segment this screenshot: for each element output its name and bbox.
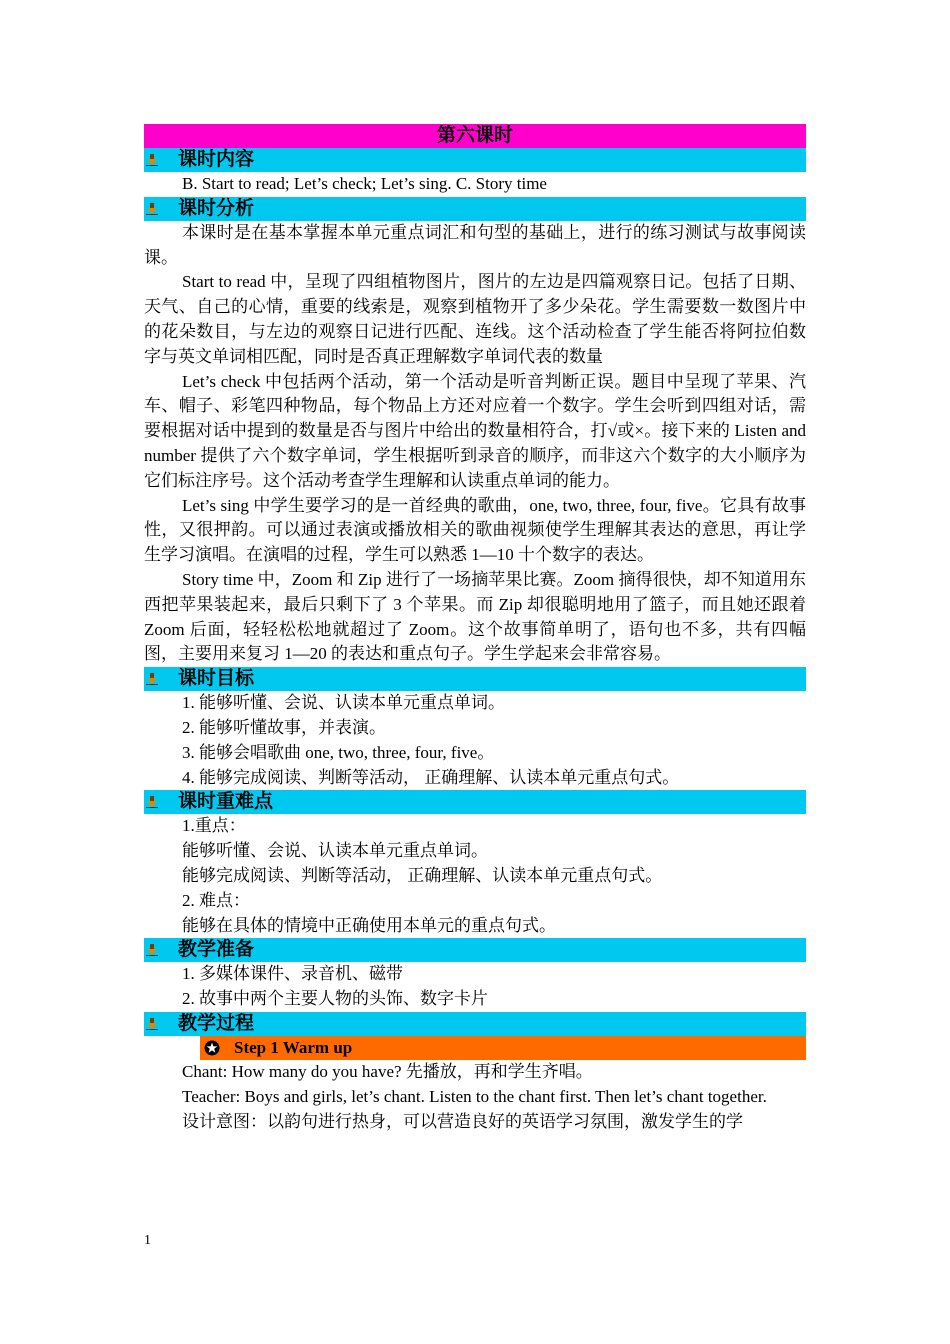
analysis-paragraph: Let’s check 中包括两个活动，第一个活动是听音判断正误。题目中呈现了苹果、汽车、帽子、彩笔四种物品，每个物品上方还对应着一个数字。学生会听到四组对话，需要根据对话中提到的数量是否与图片中给出的数量相符合，打√或×。接下来的 Listen and number 提供了六个数字单词，学生根据听到录音的顺序，而非这六个数字的大小顺序为它们标注序号。这个活动考查学生理解和认读重点单词的能力。 — [144, 371, 806, 490]
key-item: 能够完成阅读、判断等活动， 正确理解、认读本单元重点句式。 — [182, 865, 663, 885]
section-heading: 课时目标 — [178, 668, 255, 690]
step-label: Step 1 Warm up — [234, 1037, 353, 1057]
star-circle-icon — [204, 1040, 220, 1056]
key-label: 1.重点： — [182, 816, 246, 836]
preparation-item: 1. 多媒体课件、录音机、磁带 — [182, 964, 403, 984]
goal-item: 1. 能够听懂、会说、认读本单元重点单词。 — [182, 693, 505, 713]
section-header-analysis — [144, 197, 806, 221]
step-header — [200, 1036, 806, 1060]
preparation-item: 2. 故事中两个主要人物的头饰、数字卡片 — [182, 989, 488, 1009]
process-paragraph: Teacher: Boys and girls, let’s chant. Listen to the chant first. Then let’s chant together. — [182, 1086, 767, 1106]
page-number: 1 — [144, 1233, 151, 1248]
analysis-paragraph: Let’s sing 中学生要学习的是一首经典的歌曲，one, two, three, four, five。它具有故事性，又很押韵。可以通过表演或播放相关的歌曲视频使学生理解其表达的意思，再让学生学习演唱。在演唱的过程，学生可以熟悉 1—10 十个数字的表达。 — [144, 495, 806, 565]
section-header-goals — [144, 667, 806, 691]
hard-label: 2. 难点： — [182, 890, 250, 910]
arrow-down-bullet-icon — [146, 1018, 158, 1030]
section-header-process — [144, 1012, 806, 1036]
section-heading: 课时分析 — [178, 197, 255, 219]
process-paragraph: 设计意图：以韵句进行热身，可以营造良好的英语学习氛围，激发学生的学 — [182, 1111, 743, 1131]
section-heading: 教学过程 — [178, 1012, 255, 1034]
goal-item: 2. 能够听懂故事，并表演。 — [182, 717, 386, 737]
document-page — [144, 124, 806, 1134]
section-heading: 课时内容 — [178, 149, 255, 170]
goal-item: 3. 能够会唱歌曲 one, two, three, four, five。 — [182, 742, 495, 762]
section-header-preparation — [144, 938, 806, 962]
analysis-paragraph: Start to read 中，呈现了四组植物图片，图片的左边是四篇观察日记。包括了日期、天气、自己的心情，重要的线索是，观察到植物开了多少朵花。学生需要数一数图片中的花朵数目，与左边的观察日记进行匹配、连线。这个活动检查了学生能否将阿拉伯数字与英文单词相匹配，同时是否真正理解数字单词代表的数量 — [144, 272, 806, 366]
analysis-paragraph: Story time 中，Zoom 和 Zip 进行了一场摘苹果比赛。Zoom 摘得很快，却不知道用东西把苹果装起来，最后只剩下了 3 个苹果。而 Zip 却很聪明地用了篮子，而且她还跟着 Zoom 后面，轻轻松松地就超过了 Zoom。这个故事简单明了，语句也不多，共有四幅图，主要用来复习 1—20 的表达和重点句子。学生学起来会非常容易。 — [144, 569, 806, 664]
section-heading: 教学准备 — [178, 939, 255, 961]
section-header-difficulty — [144, 790, 806, 814]
lesson-title: 第六课时 — [144, 124, 806, 148]
arrow-down-bullet-icon — [146, 796, 158, 808]
hard-item: 能够在具体的情境中正确使用本单元的重点句式。 — [182, 915, 556, 935]
arrow-down-bullet-icon — [146, 154, 158, 166]
key-item: 能够听懂、会说、认读本单元重点单词。 — [182, 841, 488, 861]
section-header-content — [144, 148, 806, 172]
content-line: B. Start to read; Let’s check; Let’s sing. C. Story time — [182, 174, 547, 193]
arrow-down-bullet-icon — [146, 203, 158, 215]
arrow-down-bullet-icon — [146, 673, 158, 685]
arrow-down-bullet-icon — [146, 944, 158, 956]
section-heading: 课时重难点 — [178, 791, 274, 813]
goal-item: 4. 能够完成阅读、判断等活动， 正确理解、认读本单元重点句式。 — [182, 767, 680, 787]
analysis-paragraph: 本课时是在基本掌握本单元重点词汇和句型的基础上，进行的练习测试与故事阅读课。 — [144, 222, 806, 267]
process-paragraph: Chant: How many do you have? 先播放，再和学生齐唱。 — [182, 1061, 593, 1081]
